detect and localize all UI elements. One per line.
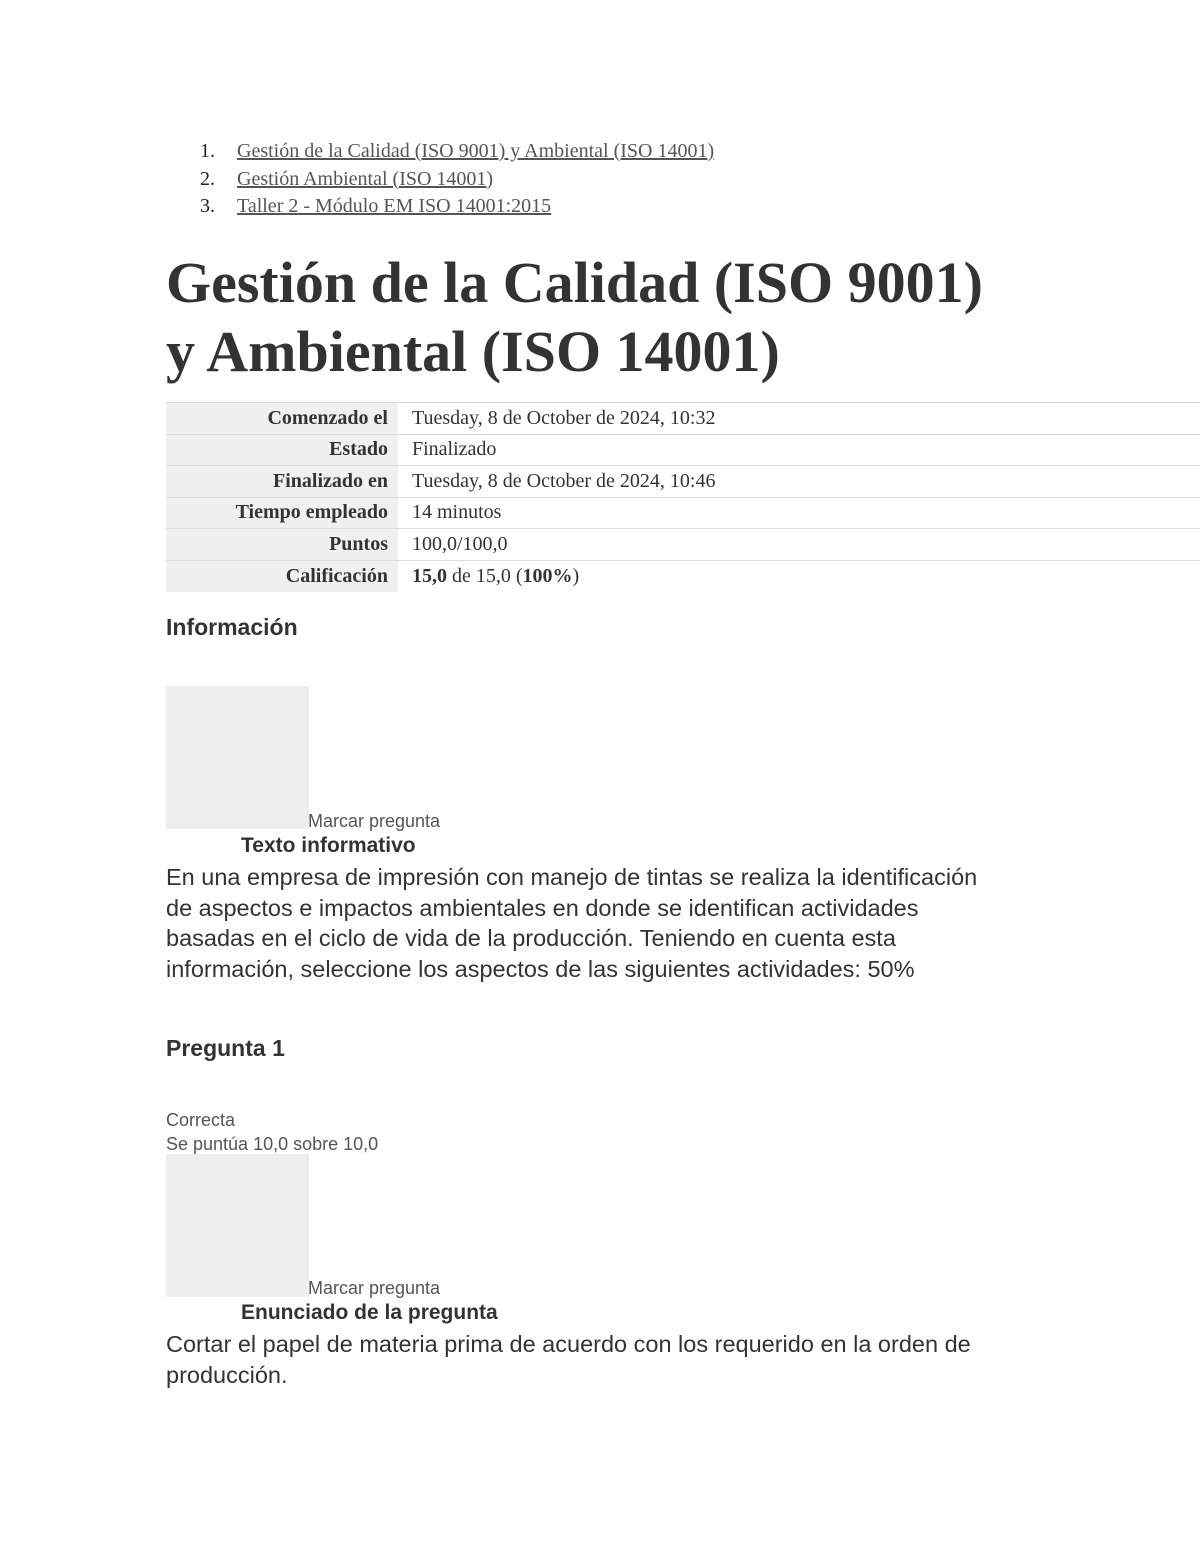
question-subheading: Enunciado de la pregunta: [241, 1301, 498, 1324]
grade-close: ): [572, 564, 580, 587]
breadcrumb-item: [166, 193, 714, 221]
breadcrumb-link-quiz[interactable]: Taller 2 - Módulo EM ISO 14001:2015: [237, 195, 552, 217]
page-title-line-1: Gestión de la Calidad (ISO 9001): [166, 250, 983, 315]
grade-percent: 100%: [522, 564, 573, 587]
summary-value: 14 minutos: [412, 501, 502, 524]
question-grade: Se puntúa 10,0 sobre 10,0: [166, 1134, 379, 1154]
summary-label: Comenzado el: [166, 403, 398, 435]
summary-row-state: [166, 434, 1200, 466]
attempt-summary-table: [166, 402, 1200, 592]
grade-score: 15,0: [412, 564, 447, 587]
summary-row-started: [166, 403, 1200, 435]
breadcrumb-link-course[interactable]: Gestión de la Calidad (ISO 9001) y Ambiental (ISO 14001): [237, 140, 715, 162]
flag-question-link[interactable]: Marcar pregunta: [308, 811, 441, 831]
summary-label: Puntos: [166, 529, 398, 561]
summary-row-grade: [166, 560, 1200, 592]
grade-out-of: de 15,0 (: [447, 564, 523, 587]
question-heading: Pregunta 1: [166, 1035, 285, 1061]
breadcrumb: [166, 138, 714, 221]
breadcrumb-item: [166, 166, 714, 194]
question-state: Correcta: [166, 1110, 236, 1130]
page-title: [166, 248, 1066, 386]
breadcrumb-link-section[interactable]: Gestión Ambiental (ISO 14001): [237, 167, 494, 190]
breadcrumb-number: 3.: [200, 195, 215, 217]
summary-label: Finalizado en: [166, 466, 398, 498]
flag-question-link[interactable]: Marcar pregunta: [308, 1278, 441, 1298]
summary-row-time: [166, 497, 1200, 529]
info-heading: Información: [166, 614, 298, 640]
info-text: En una empresa de impresión con manejo de tintas se realiza la identificación de aspectos e impactos ambientales en donde se identifican actividades basadas en el ciclo de vida de la producción. Teniendo en cuenta esta información, seleccione los aspectos de las siguientes actividades: 50%: [166, 864, 978, 982]
question-flag-area: [166, 1154, 309, 1297]
summary-row-points: [166, 529, 1200, 561]
summary-row-finished: [166, 466, 1200, 498]
summary-label: Tiempo empleado: [166, 497, 398, 529]
summary-value: 100,0/100,0: [412, 532, 508, 555]
summary-value: [398, 560, 1200, 592]
page-title-line-2: y Ambiental (ISO 14001): [166, 319, 780, 384]
summary-value: Finalizado: [412, 438, 497, 461]
breadcrumb-number: 1.: [200, 140, 215, 162]
summary-label: Calificación: [166, 560, 398, 592]
info-flag-area: [166, 686, 309, 829]
breadcrumb-item: [166, 138, 714, 166]
info-subheading: Texto informativo: [241, 834, 416, 857]
summary-label: Estado: [166, 434, 398, 466]
breadcrumb-number: 2.: [200, 167, 215, 190]
summary-value: Tuesday, 8 de October de 2024, 10:46: [412, 469, 716, 492]
question-text: Cortar el papel de materia prima de acuerdo con los requerido en la orden de producción.: [166, 1331, 971, 1388]
summary-value: Tuesday, 8 de October de 2024, 10:32: [412, 406, 716, 429]
